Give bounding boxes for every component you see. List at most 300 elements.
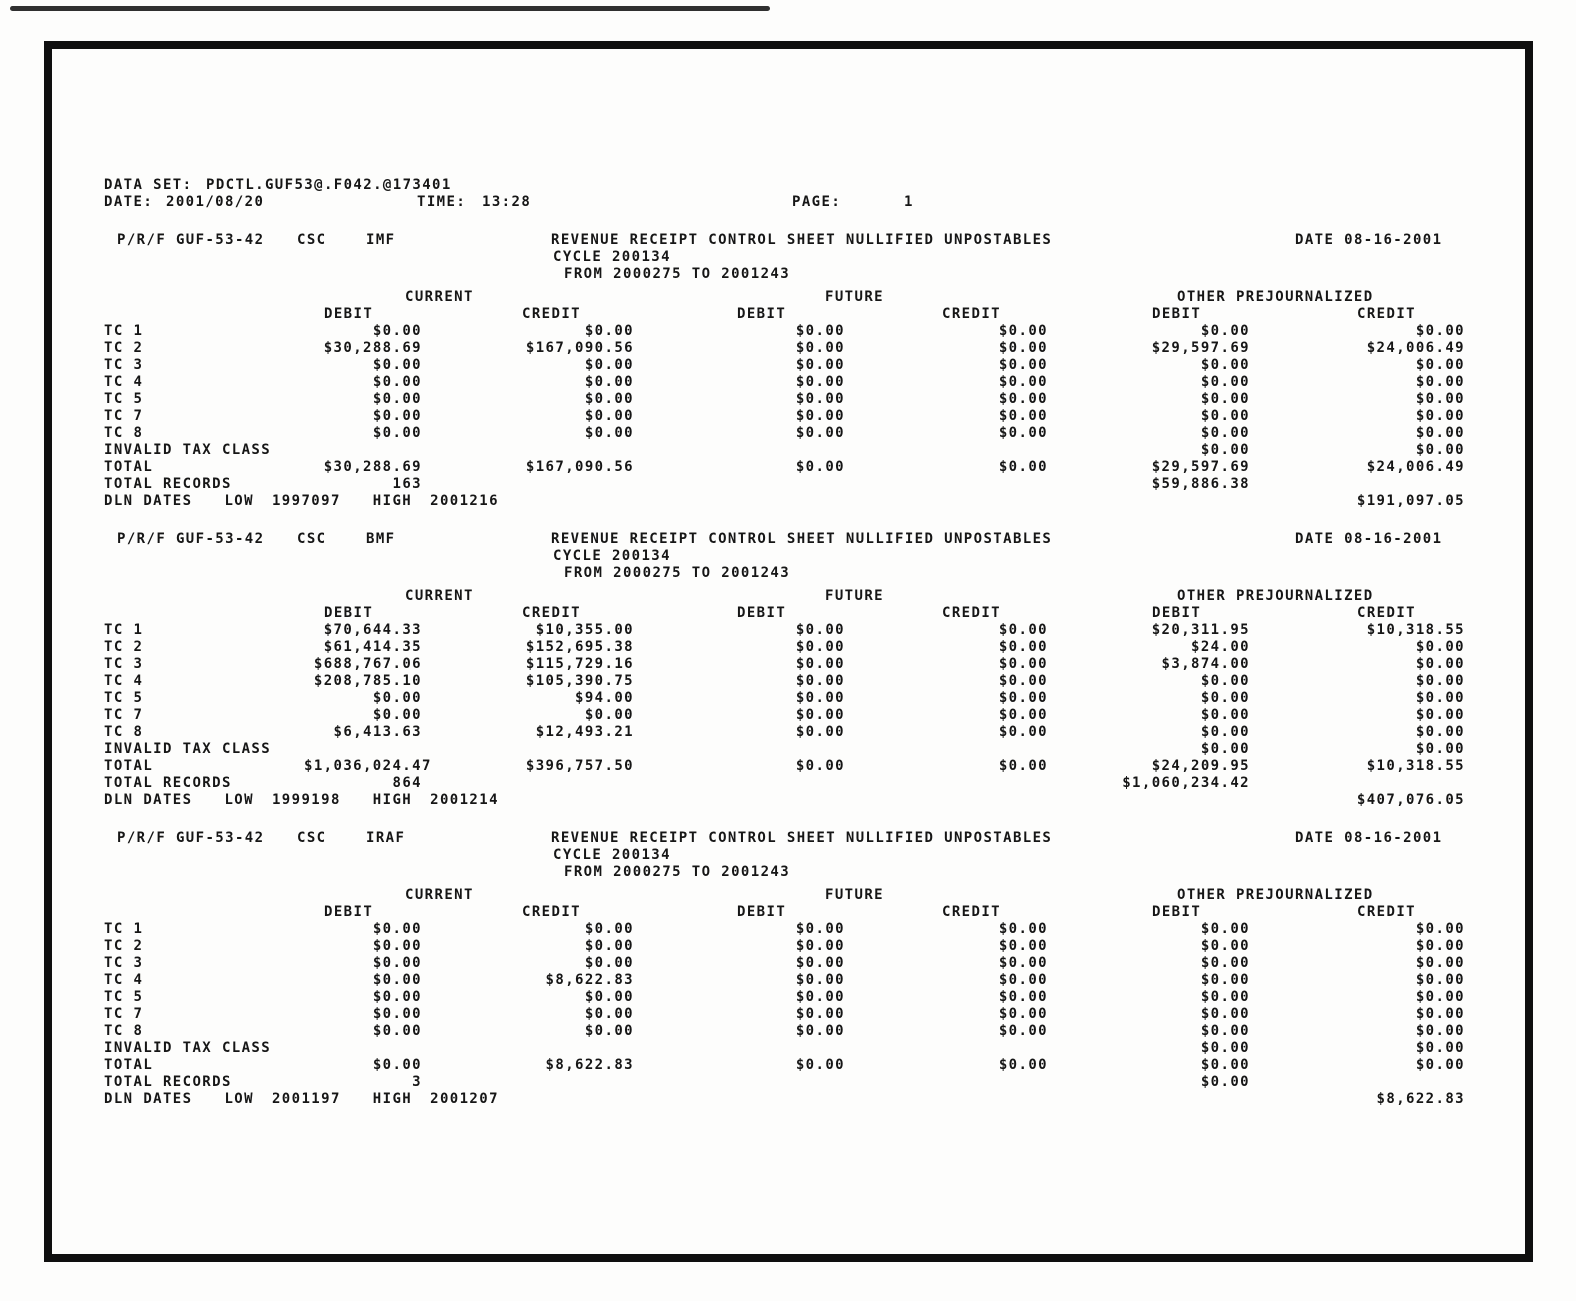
site-code: CSC: [297, 830, 327, 846]
tc-row-label: TC 4: [104, 673, 144, 689]
future-credit-value: $0.00: [998, 656, 1048, 672]
scan-artifact: [10, 6, 770, 11]
future-debit-value: $0.00: [795, 921, 845, 937]
total-current-credit: $396,757.50: [525, 758, 634, 774]
future-debit-value: $0.00: [795, 340, 845, 356]
report-date: DATE 08-16-2001: [1295, 531, 1443, 547]
invalid-tax-class-label: INVALID TAX CLASS: [104, 442, 272, 458]
other-debit-header: DEBIT: [1152, 605, 1202, 621]
prejournalized-credit-grand-total: $407,076.05: [1356, 792, 1465, 808]
future-credit-value: $0.00: [998, 955, 1048, 971]
current-debit-header: DEBIT: [324, 306, 374, 322]
dataset-label: DATA SET:: [104, 177, 193, 193]
tc-row-label: TC 5: [104, 690, 144, 706]
other-debit-header: DEBIT: [1152, 306, 1202, 322]
dln-dates-row: [104, 1091, 1482, 1108]
group-future-label: FUTURE: [825, 289, 884, 305]
print-time-value: 13:28: [482, 194, 532, 210]
future-debit-value: $0.00: [795, 1023, 845, 1039]
future-debit-value: $0.00: [795, 408, 845, 424]
report-title: REVENUE RECEIPT CONTROL SHEET NULLIFIED UNPOSTABLES: [551, 531, 1053, 547]
current-credit-value: $8,622.83: [545, 972, 634, 988]
total-future-credit: $0.00: [998, 459, 1048, 475]
dln-high-value: 2001214: [430, 792, 499, 808]
tc-row: [104, 639, 1482, 656]
report-section: [104, 232, 1482, 510]
current-credit-value: $105,390.75: [525, 673, 634, 689]
tc-row-label: TC 4: [104, 374, 144, 390]
future-debit-value: $0.00: [795, 673, 845, 689]
dln-dates-row: [104, 792, 1482, 809]
current-credit-header: CREDIT: [522, 605, 581, 621]
tc-row: [104, 340, 1482, 357]
future-debit-header: DEBIT: [737, 605, 787, 621]
tc-row: [104, 938, 1482, 955]
column-header-row: [104, 904, 1482, 921]
future-credit-value: $0.00: [998, 622, 1048, 638]
tc-row: [104, 955, 1482, 972]
current-debit-value: $0.00: [372, 707, 422, 723]
date-time-page-line: [104, 194, 1482, 211]
other-credit-value: $0.00: [1415, 408, 1465, 424]
future-debit-value: $0.00: [795, 622, 845, 638]
group-other-prejournalized-label: OTHER PREJOURNALIZED: [1177, 887, 1374, 903]
dln-low-label: LOW: [224, 792, 254, 808]
invalid-tax-class-label: INVALID TAX CLASS: [104, 741, 272, 757]
future-credit-value: $0.00: [998, 989, 1048, 1005]
future-credit-value: $0.00: [998, 323, 1048, 339]
other-debit-value: $0.00: [1200, 938, 1250, 954]
future-debit-value: $0.00: [795, 690, 845, 706]
prf-code: P/R/F GUF-53-42: [117, 830, 265, 846]
prejournalized-debit-grand-total: $0.00: [1200, 1074, 1250, 1090]
current-credit-value: $0.00: [584, 921, 634, 937]
report-title: REVENUE RECEIPT CONTROL SHEET NULLIFIED UNPOSTABLES: [551, 830, 1053, 846]
other-credit-header: CREDIT: [1357, 605, 1416, 621]
print-date-label: DATE:: [104, 194, 154, 210]
tc-rows: [104, 622, 1482, 741]
tc-row: [104, 408, 1482, 425]
other-credit-value: $0.00: [1415, 921, 1465, 937]
current-credit-value: $0.00: [584, 374, 634, 390]
current-credit-value: $0.00: [584, 989, 634, 1005]
total-row: [104, 758, 1482, 775]
tc-row-label: TC 5: [104, 391, 144, 407]
dln-high-label: HIGH: [372, 792, 413, 808]
current-credit-value: $0.00: [584, 938, 634, 954]
current-credit-value: $12,493.21: [535, 724, 634, 740]
group-future-label: FUTURE: [825, 588, 884, 604]
current-debit-value: $0.00: [372, 408, 422, 424]
tc-row: [104, 425, 1482, 442]
invalid-tax-class-row: [104, 442, 1482, 459]
report-title: REVENUE RECEIPT CONTROL SHEET NULLIFIED UNPOSTABLES: [551, 232, 1053, 248]
current-debit-value: $0.00: [372, 955, 422, 971]
total-records-label: TOTAL RECORDS: [104, 476, 232, 492]
total-label: TOTAL: [104, 758, 154, 774]
future-credit-value: $0.00: [998, 972, 1048, 988]
invalid-tax-class-row: [104, 1040, 1482, 1057]
current-credit-value: $167,090.56: [525, 340, 634, 356]
total-other-debit: $29,597.69: [1151, 459, 1250, 475]
tc-rows: [104, 921, 1482, 1040]
other-credit-value: $10,318.55: [1366, 622, 1465, 638]
current-debit-value: $0.00: [372, 374, 422, 390]
tc-row-label: TC 8: [104, 1023, 144, 1039]
other-credit-value: $0.00: [1415, 639, 1465, 655]
future-debit-value: $0.00: [795, 374, 845, 390]
print-date-value: 2001/08/20: [166, 194, 265, 210]
other-debit-value: $0.00: [1200, 357, 1250, 373]
current-credit-value: $115,729.16: [525, 656, 634, 672]
dln-dates-group: [104, 1091, 1048, 1108]
dln-dates-group: [104, 792, 1048, 809]
total-row: [104, 1057, 1482, 1074]
dln-high-label: HIGH: [372, 1091, 413, 1107]
other-credit-value: $24,006.49: [1366, 340, 1465, 356]
report-date: DATE 08-16-2001: [1295, 232, 1443, 248]
dln-high-value: 2001216: [430, 493, 499, 509]
current-credit-header: CREDIT: [522, 306, 581, 322]
other-credit-value: $0.00: [1415, 972, 1465, 988]
column-group-header: [104, 289, 1482, 306]
invalid-other-debit-value: $0.00: [1200, 442, 1250, 458]
dataset-value: PDCTL.GUF53@.F042.@173401: [206, 177, 452, 193]
current-credit-value: $10,355.00: [535, 622, 634, 638]
current-credit-value: $0.00: [584, 391, 634, 407]
tc-row-label: TC 2: [104, 340, 144, 356]
total-future-credit: $0.00: [998, 1057, 1048, 1073]
file-type: IRAF: [366, 830, 406, 846]
other-debit-value: $0.00: [1200, 707, 1250, 723]
column-group-header: [104, 887, 1482, 904]
other-credit-value: $0.00: [1415, 989, 1465, 1005]
invalid-tax-class-label: INVALID TAX CLASS: [104, 1040, 272, 1056]
page-border-frame: [44, 41, 1533, 1262]
tc-row: [104, 989, 1482, 1006]
other-debit-value: $0.00: [1200, 955, 1250, 971]
other-debit-value: $0.00: [1200, 425, 1250, 441]
date-range-line: [104, 565, 1482, 582]
dln-dates-label: DLN DATES: [104, 1091, 193, 1107]
tc-row: [104, 374, 1482, 391]
other-debit-value: $0.00: [1200, 989, 1250, 1005]
future-credit-header: CREDIT: [942, 605, 1001, 621]
current-credit-value: $0.00: [584, 357, 634, 373]
prejournalized-credit-grand-total: $8,622.83: [1376, 1091, 1465, 1107]
report-section: [104, 531, 1482, 809]
dln-high-label: HIGH: [372, 493, 413, 509]
invalid-other-credit-value: $0.00: [1415, 1040, 1465, 1056]
other-credit-value: $0.00: [1415, 391, 1465, 407]
tc-row: [104, 656, 1482, 673]
other-credit-value: $0.00: [1415, 656, 1465, 672]
current-debit-value: $6,413.63: [333, 724, 422, 740]
invalid-other-credit-value: $0.00: [1415, 741, 1465, 757]
tc-row: [104, 707, 1482, 724]
page-number: 1: [904, 194, 914, 210]
current-debit-value: $30,288.69: [323, 340, 422, 356]
future-credit-value: $0.00: [998, 374, 1048, 390]
report-section: [104, 830, 1482, 1108]
future-debit-value: $0.00: [795, 989, 845, 1005]
other-debit-value: $20,311.95: [1151, 622, 1250, 638]
other-credit-value: $0.00: [1415, 1006, 1465, 1022]
group-other-prejournalized-label: OTHER PREJOURNALIZED: [1177, 289, 1374, 305]
tc-row: [104, 1006, 1482, 1023]
total-current-debit: $0.00: [372, 1057, 422, 1073]
other-debit-value: $0.00: [1200, 690, 1250, 706]
current-debit-value: $0.00: [372, 391, 422, 407]
current-debit-value: $0.00: [372, 989, 422, 1005]
tc-row-label: TC 1: [104, 622, 144, 638]
other-credit-value: $0.00: [1415, 707, 1465, 723]
future-credit-value: $0.00: [998, 1023, 1048, 1039]
prf-code: P/R/F GUF-53-42: [117, 232, 265, 248]
invalid-other-debit-value: $0.00: [1200, 1040, 1250, 1056]
other-credit-value: $0.00: [1415, 690, 1465, 706]
prejournalized-credit-grand-total: $191,097.05: [1356, 493, 1465, 509]
current-debit-value: $0.00: [372, 938, 422, 954]
dln-low-label: LOW: [224, 493, 254, 509]
future-credit-value: $0.00: [998, 938, 1048, 954]
future-debit-value: $0.00: [795, 357, 845, 373]
current-debit-value: $0.00: [372, 323, 422, 339]
invalid-tax-class-row: [104, 741, 1482, 758]
tc-row-label: TC 8: [104, 425, 144, 441]
total-future-debit: $0.00: [795, 1057, 845, 1073]
report-date: DATE 08-16-2001: [1295, 830, 1443, 846]
current-credit-header: CREDIT: [522, 904, 581, 920]
file-type: IMF: [366, 232, 396, 248]
total-other-debit: $0.00: [1200, 1057, 1250, 1073]
future-debit-value: $0.00: [795, 425, 845, 441]
total-future-debit: $0.00: [795, 758, 845, 774]
total-records-count: 864: [392, 775, 422, 791]
total-label: TOTAL: [104, 459, 154, 475]
total-other-credit: $10,318.55: [1366, 758, 1465, 774]
cycle-value: CYCLE 200134: [553, 548, 671, 564]
current-credit-value: $152,695.38: [525, 639, 634, 655]
future-credit-value: $0.00: [998, 1006, 1048, 1022]
dln-dates-row: [104, 493, 1482, 510]
site-code: CSC: [297, 232, 327, 248]
other-credit-value: $0.00: [1415, 374, 1465, 390]
total-records-label: TOTAL RECORDS: [104, 1074, 232, 1090]
dln-dates-label: DLN DATES: [104, 792, 193, 808]
tc-row: [104, 724, 1482, 741]
other-credit-value: $0.00: [1415, 425, 1465, 441]
total-other-credit: $0.00: [1415, 1057, 1465, 1073]
future-debit-value: $0.00: [795, 955, 845, 971]
invalid-other-debit-value: $0.00: [1200, 741, 1250, 757]
other-debit-value: $3,874.00: [1161, 656, 1250, 672]
total-records-row: [104, 1074, 1482, 1091]
current-credit-value: $0.00: [584, 955, 634, 971]
other-debit-value: $0.00: [1200, 673, 1250, 689]
current-credit-value: $0.00: [584, 1023, 634, 1039]
dln-dates-group: [104, 493, 1048, 510]
cycle-line: [104, 249, 1482, 266]
column-header-row: [104, 605, 1482, 622]
dataset-line: [104, 177, 1482, 194]
current-debit-value: $0.00: [372, 1023, 422, 1039]
current-debit-value: $0.00: [372, 972, 422, 988]
dln-low-value: 2001197: [271, 1091, 341, 1107]
tc-row: [104, 972, 1482, 989]
future-debit-value: $0.00: [795, 724, 845, 740]
future-debit-value: $0.00: [795, 1006, 845, 1022]
future-credit-value: $0.00: [998, 391, 1048, 407]
other-credit-header: CREDIT: [1357, 306, 1416, 322]
total-future-credit: $0.00: [998, 758, 1048, 774]
tc-row-label: TC 7: [104, 707, 144, 723]
future-credit-value: $0.00: [998, 673, 1048, 689]
other-credit-value: $0.00: [1415, 673, 1465, 689]
current-debit-value: $70,644.33: [323, 622, 422, 638]
other-debit-value: $0.00: [1200, 323, 1250, 339]
future-credit-header: CREDIT: [942, 306, 1001, 322]
section-header: [104, 531, 1482, 548]
future-debit-value: $0.00: [795, 639, 845, 655]
future-debit-header: DEBIT: [737, 904, 787, 920]
other-credit-value: $0.00: [1415, 938, 1465, 954]
current-debit-value: $0.00: [372, 357, 422, 373]
future-debit-value: $0.00: [795, 938, 845, 954]
dln-dates-label: DLN DATES: [104, 493, 193, 509]
future-credit-value: $0.00: [998, 357, 1048, 373]
total-records-label: TOTAL RECORDS: [104, 775, 232, 791]
future-credit-value: $0.00: [998, 724, 1048, 740]
other-credit-value: $0.00: [1415, 357, 1465, 373]
current-credit-value: $0.00: [584, 323, 634, 339]
cycle-line: [104, 548, 1482, 565]
total-current-debit: $1,036,024.47: [304, 758, 432, 774]
current-debit-value: $61,414.35: [323, 639, 422, 655]
group-current-label: CURRENT: [405, 887, 474, 903]
current-debit-header: DEBIT: [324, 904, 374, 920]
column-header-row: [104, 306, 1482, 323]
prf-code: P/R/F GUF-53-42: [117, 531, 265, 547]
tc-row-label: TC 7: [104, 1006, 144, 1022]
other-credit-value: $0.00: [1415, 955, 1465, 971]
other-credit-value: $0.00: [1415, 323, 1465, 339]
tc-row: [104, 690, 1482, 707]
total-current-debit: $30,288.69: [323, 459, 422, 475]
tc-row-label: TC 8: [104, 724, 144, 740]
other-credit-header: CREDIT: [1357, 904, 1416, 920]
dln-low-value: 1999198: [271, 792, 341, 808]
future-credit-value: $0.00: [998, 707, 1048, 723]
date-range-line: [104, 266, 1482, 283]
cycle-value: CYCLE 200134: [553, 249, 671, 265]
tc-row-label: TC 2: [104, 938, 144, 954]
dln-low-label: LOW: [224, 1091, 254, 1107]
current-debit-value: $0.00: [372, 690, 422, 706]
total-other-debit: $24,209.95: [1151, 758, 1250, 774]
dln-high-value: 2001207: [430, 1091, 499, 1107]
current-debit-header: DEBIT: [324, 605, 374, 621]
tc-row-label: TC 7: [104, 408, 144, 424]
tc-row: [104, 673, 1482, 690]
group-current-label: CURRENT: [405, 588, 474, 604]
total-label: TOTAL: [104, 1057, 154, 1073]
other-debit-value: $0.00: [1200, 972, 1250, 988]
section-header: [104, 232, 1482, 249]
other-debit-value: $0.00: [1200, 1006, 1250, 1022]
current-credit-value: $0.00: [584, 707, 634, 723]
total-row: [104, 459, 1482, 476]
group-current-label: CURRENT: [405, 289, 474, 305]
site-code: CSC: [297, 531, 327, 547]
tc-row-label: TC 1: [104, 323, 144, 339]
section-header: [104, 830, 1482, 847]
report-sections: [104, 232, 1482, 1108]
group-other-prejournalized-label: OTHER PREJOURNALIZED: [1177, 588, 1374, 604]
future-debit-value: $0.00: [795, 323, 845, 339]
other-debit-value: $29,597.69: [1151, 340, 1250, 356]
page-label: PAGE:: [792, 194, 842, 210]
future-credit-value: $0.00: [998, 340, 1048, 356]
other-debit-value: $0.00: [1200, 408, 1250, 424]
dln-low-value: 1997097: [271, 493, 341, 509]
other-debit-value: $0.00: [1200, 391, 1250, 407]
total-records-row: [104, 775, 1482, 792]
future-debit-value: $0.00: [795, 391, 845, 407]
tc-row: [104, 1023, 1482, 1040]
future-credit-value: $0.00: [998, 408, 1048, 424]
tc-row-label: TC 1: [104, 921, 144, 937]
total-records-count: 3: [412, 1074, 422, 1090]
column-group-header: [104, 588, 1482, 605]
other-debit-header: DEBIT: [1152, 904, 1202, 920]
tc-row-label: TC 3: [104, 955, 144, 971]
tc-row-label: TC 2: [104, 639, 144, 655]
file-type: BMF: [366, 531, 396, 547]
future-credit-value: $0.00: [998, 425, 1048, 441]
total-records-row: [104, 476, 1482, 493]
current-debit-value: $0.00: [372, 921, 422, 937]
cycle-value: CYCLE 200134: [553, 847, 671, 863]
date-range-value: FROM 2000275 TO 2001243: [564, 266, 791, 282]
report-content: [104, 177, 1482, 1108]
future-debit-value: $0.00: [795, 656, 845, 672]
future-debit-value: $0.00: [795, 707, 845, 723]
date-range-value: FROM 2000275 TO 2001243: [564, 565, 791, 581]
future-credit-value: $0.00: [998, 921, 1048, 937]
group-future-label: FUTURE: [825, 887, 884, 903]
invalid-other-credit-value: $0.00: [1415, 442, 1465, 458]
other-debit-value: $24.00: [1191, 639, 1250, 655]
current-debit-value: $0.00: [372, 1006, 422, 1022]
tc-row: [104, 323, 1482, 340]
tc-row-label: TC 5: [104, 989, 144, 1005]
future-credit-header: CREDIT: [942, 904, 1001, 920]
tc-row: [104, 622, 1482, 639]
current-credit-value: $94.00: [575, 690, 634, 706]
current-credit-value: $0.00: [584, 1006, 634, 1022]
date-range-value: FROM 2000275 TO 2001243: [564, 864, 791, 880]
other-debit-value: $0.00: [1200, 1023, 1250, 1039]
cycle-line: [104, 847, 1482, 864]
total-records-count: 163: [392, 476, 422, 492]
print-time-label: TIME:: [417, 194, 467, 210]
tc-row: [104, 391, 1482, 408]
current-credit-value: $0.00: [584, 425, 634, 441]
total-current-credit: $8,622.83: [545, 1057, 634, 1073]
other-credit-value: $0.00: [1415, 724, 1465, 740]
tc-row-label: TC 3: [104, 656, 144, 672]
